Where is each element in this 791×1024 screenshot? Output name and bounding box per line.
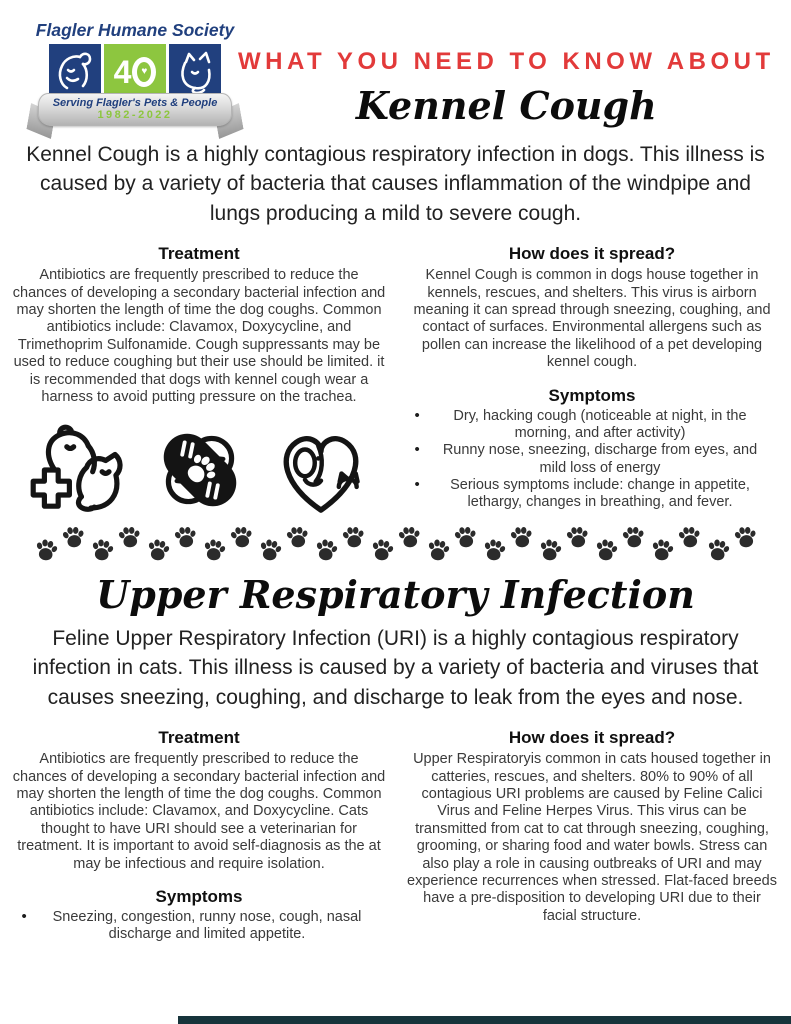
paw-icon	[58, 522, 88, 552]
spread-body: Kennel Cough is common in dogs house together in kennels, rescues, and shelters. This virus is airborn meaning it can spread through sneezing, coughing, and contact of surfaces. Environmental allergens such as pollen can increase the likelihood of a pet developing kennel cough.	[413, 267, 771, 371]
header-titles	[238, 20, 775, 130]
kennel-cough-title: Kennel Cough	[355, 83, 657, 128]
eyebrow-title: WHAT YOU NEED TO KNOW ABOUT	[238, 48, 775, 75]
uri-columns	[13, 728, 779, 944]
paw-icon	[647, 535, 677, 565]
paw-icon	[87, 535, 117, 565]
list-item: • Dry, hacking cough (noticeable at night, in the morning, and after activity)	[406, 408, 779, 443]
header	[0, 0, 791, 130]
uri-intro: Feline Upper Respiratory Infection (URI) is a highly contagious respiratory infection in cats. This illness is caused by a variety of bacteria and viruses that causes sneezing, coughing, and discharge to leak from the eyes and nose.	[32, 627, 759, 709]
anniversary-badge	[104, 44, 166, 100]
paw-icon	[255, 535, 285, 565]
dog-silhouette-icon	[49, 44, 101, 100]
treatment-heading: Treatment	[158, 728, 240, 748]
treatment-body: Antibiotics are frequently prescribed to reduce the chances of developing a secondary bacterial infection and may shorten the length of time the dog coughs. Common antibiotics include: Clavamox, Doxycycline, and Trimethoprim Sulfonamide. Cough suppressants may be used to reduce coughing but their use should be limited. it is recommended that dogs with kennel cough wear a harness to avoid putting pressure on the trachea.	[12, 267, 386, 405]
ribbon-years: 1982-2022	[97, 109, 173, 121]
paw-icon	[31, 535, 61, 565]
treatment-heading: Treatment	[158, 244, 240, 264]
uri-symptoms-list	[13, 909, 386, 944]
paw-icon	[506, 522, 536, 552]
kennel-cough-columns	[13, 244, 779, 522]
cat-silhouette-icon	[169, 44, 221, 100]
kennel-cough-intro: Kennel Cough is a highly contagious respiratory infection in dogs. This illness is caused by a variety of bacteria that causes inflammation of the windpipe and lungs producing a mild to severe cough.	[26, 143, 765, 225]
footer-accent-bar	[178, 1016, 791, 1024]
list-item: • Serious symptoms include: change in appetite, lethargy, changes in breathing, and fever.	[406, 477, 779, 512]
uri-title: Upper Respiratory Infection	[96, 572, 695, 618]
paw-icon	[199, 535, 229, 565]
paw-icon	[282, 522, 312, 552]
heart-dog-cat-icon	[266, 421, 376, 519]
dog-cat-medical-cross-icon	[22, 421, 134, 519]
ribbon-tagline: Serving Flagler's Pets & People	[52, 97, 218, 109]
paw-icon	[591, 535, 621, 565]
paw-icon	[114, 522, 144, 552]
list-item: • Runny nose, sneezing, discharge from eyes, and mild loss of energy	[406, 442, 779, 477]
paw-icon	[562, 522, 592, 552]
list-item: • Sneezing, congestion, runny nose, cough, nasal discharge and limited appetite.	[13, 909, 386, 944]
paw-icon	[226, 522, 256, 552]
org-logo	[32, 20, 238, 130]
spread-body: Upper Respiratoryis common in cats housed together in catteries, rescues, and shelters. 80% to 90% of all contagious URI problems are caused by Feline Calici Virus and Feline Herpes Virus. This virus can be transmitted from cat to cat through sneezing, coughing, grooming, or sharing food and water bowls. Stress can also play a role in causing outbreaks of URI and may experience recurrences when stressed. Flat-faced breeds have a pre-disposition to developing URI due to their facial structure.	[407, 751, 777, 924]
paw-icon	[730, 522, 760, 552]
logo-squares	[32, 44, 238, 100]
symptoms-heading: Symptoms	[155, 887, 243, 906]
uri-spread-section	[406, 728, 779, 944]
anniversary-number: 4 ♥	[114, 56, 157, 88]
treatment-body: Antibiotics are frequently prescribed to reduce the chances of developing a secondary bacterial infection and may shorten the length of time the dog coughs. Common antibiotics include: Clavamox, and Doxycycline. Cats thought to have URI should see a veterinarian for treatment. It is important to avoid self-diagnosis as the at may be infectious and require isolation.	[12, 751, 386, 872]
paw-icon	[367, 535, 397, 565]
pictogram-row	[13, 418, 386, 522]
paw-icon	[338, 522, 368, 552]
paw-icon	[170, 522, 200, 552]
paw-icon	[423, 535, 453, 565]
spread-heading: How does it spread?	[508, 728, 676, 748]
paw-icon	[535, 535, 565, 565]
paw-icon	[703, 535, 733, 565]
paw-icon	[618, 522, 648, 552]
paw-print-divider	[0, 524, 791, 570]
uri-treatment-section	[13, 728, 386, 944]
logo-ribbon	[32, 93, 238, 126]
paw-icon	[479, 535, 509, 565]
kc-spread-section	[406, 244, 779, 522]
org-name: Flagler Humane Society	[35, 20, 235, 40]
kc-treatment-section	[13, 244, 386, 522]
paw-icon	[311, 535, 341, 565]
bandage-paw-icon	[148, 418, 252, 522]
zero-heart-icon: ♥	[132, 57, 156, 87]
paw-icon	[450, 522, 480, 552]
kc-symptoms-list	[406, 408, 779, 512]
paw-icon	[143, 535, 173, 565]
paw-icon	[674, 522, 704, 552]
paw-icon	[394, 522, 424, 552]
symptoms-heading: Symptoms	[548, 385, 636, 405]
spread-heading: How does it spread?	[508, 244, 676, 264]
